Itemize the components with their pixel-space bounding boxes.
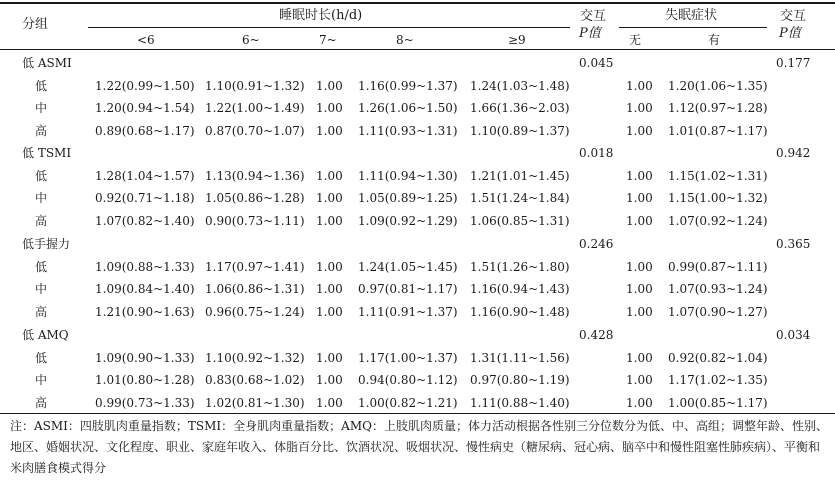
sleep-or-cell: 0.94(0.80~1.12)	[358, 373, 458, 387]
sleep-or-cell: 1.00	[316, 214, 343, 228]
table-note: 注：ASMI：四肢肌肉重量指数；TSMI：全身肌肉重量指数；AMQ：上肢肌肉质量；体力活动根据各性别三分位数分为低、中、高组；调整年龄、性别、地区、婚姻状况、文化程度、职业、家庭年收入、体脂百分比、饮酒状况、吸烟状况、慢性病史（糖尿病、冠心病、脑卒中和慢性阻塞性肺疾病）、平衡和米肉膳食模式得分	[10, 419, 828, 475]
sleep-or-cell: 0.97(0.81~1.17)	[358, 282, 458, 296]
sleep-or-cell: 1.06(0.85~1.31)	[470, 214, 570, 228]
sleep-or-cell: 1.00	[316, 373, 343, 387]
insomnia-or-cell: 1.00	[626, 101, 653, 115]
activity-level-label: 中	[35, 101, 48, 115]
bottom-rule	[0, 413, 835, 414]
insomnia-or-cell: 1.20(1.06~1.35)	[668, 79, 768, 93]
sleep-or-cell: 1.10(0.92~1.32)	[205, 351, 305, 365]
sleep-or-cell: 1.10(0.91~1.32)	[205, 79, 305, 93]
activity-level-label: 低	[35, 351, 48, 365]
interaction-p-insomnia: 0.365	[776, 237, 811, 251]
insomnia-underline	[619, 27, 767, 28]
activity-level-label: 高	[35, 214, 48, 228]
insomnia-or-cell: 1.07(0.93~1.24)	[668, 282, 768, 296]
interaction-p-sleep: 0.428	[579, 328, 614, 342]
header-sleep-col: <6	[137, 33, 155, 47]
insomnia-or-cell: 1.12(0.97~1.28)	[668, 101, 768, 115]
insomnia-or-cell: 1.07(0.90~1.27)	[668, 305, 768, 319]
insomnia-or-cell: 0.99(0.87~1.11)	[668, 260, 768, 274]
group-label: 低 TSMI	[22, 146, 72, 160]
activity-level-label: 高	[35, 396, 48, 410]
sleep-or-cell: 1.00	[316, 191, 343, 205]
sleep-or-cell: 1.00	[316, 396, 343, 410]
activity-level-label: 低	[35, 79, 48, 93]
sleep-or-cell: 1.31(1.11~1.56)	[470, 351, 570, 365]
sleep-or-cell: 1.51(1.26~1.80)	[470, 260, 570, 274]
insomnia-or-cell: 1.17(1.02~1.35)	[668, 373, 768, 387]
activity-level-label: 高	[35, 305, 48, 319]
sleep-or-cell: 1.11(0.88~1.40)	[470, 396, 570, 410]
sleep-or-cell: 1.17(1.00~1.37)	[358, 351, 458, 365]
insomnia-or-cell: 1.00	[626, 169, 653, 183]
activity-level-label: 低	[35, 260, 48, 274]
top-rule	[0, 2, 835, 4]
insomnia-or-cell: 0.92(0.82~1.04)	[668, 351, 768, 365]
insomnia-or-cell: 1.00	[626, 351, 653, 365]
sleep-or-cell: 1.09(0.84~1.40)	[95, 282, 195, 296]
sleep-or-cell: 1.00(0.82~1.21)	[358, 396, 458, 410]
sleep-or-cell: 0.97(0.80~1.19)	[470, 373, 570, 387]
activity-level-label: 中	[35, 191, 48, 205]
sleep-or-cell: 1.13(0.94~1.36)	[205, 169, 305, 183]
insomnia-or-cell: 1.00	[626, 191, 653, 205]
sleep-or-cell: 1.21(0.90~1.63)	[95, 305, 195, 319]
activity-level-label: 高	[35, 124, 48, 138]
interaction-p-sleep: 0.045	[579, 56, 614, 70]
header-rule	[0, 49, 835, 50]
insomnia-or-cell: 1.01(0.87~1.17)	[668, 124, 768, 138]
activity-level-label: 中	[35, 373, 48, 387]
sleep-or-cell: 1.16(0.94~1.43)	[470, 282, 570, 296]
interaction-p-insomnia: 0.034	[776, 328, 811, 342]
sleep-or-cell: 1.09(0.90~1.33)	[95, 351, 195, 365]
header-sleep-col: 6~	[242, 33, 260, 47]
sleep-or-cell: 1.00	[316, 169, 343, 183]
sleep-or-cell: 1.11(0.91~1.37)	[358, 305, 458, 319]
sleep-or-cell: 1.66(1.36~2.03)	[470, 101, 570, 115]
sleep-or-cell: 0.89(0.68~1.17)	[95, 124, 195, 138]
insomnia-or-cell: 1.00	[626, 260, 653, 274]
header-p2: 交互	[780, 9, 807, 24]
sleep-or-cell: 1.21(1.01~1.45)	[470, 169, 570, 183]
activity-level-label: 中	[35, 282, 48, 296]
sleep-or-cell: 1.17(0.97~1.41)	[205, 260, 305, 274]
sleep-or-cell: 1.24(1.05~1.45)	[358, 260, 458, 274]
sleep-or-cell: 0.90(0.73~1.11)	[205, 214, 305, 228]
header-group: 分组	[22, 17, 49, 32]
group-label: 低 AMQ	[22, 328, 69, 342]
sleep-or-cell: 1.16(0.99~1.37)	[358, 79, 458, 93]
sleep-or-cell: 1.00	[316, 101, 343, 115]
insomnia-or-cell: 1.00	[626, 305, 653, 319]
sleep-or-cell: 1.00	[316, 305, 343, 319]
sleep-or-cell: 1.00	[316, 260, 343, 274]
interaction-p-sleep: 0.018	[579, 146, 614, 160]
sleep-or-cell: 1.06(0.86~1.31)	[205, 282, 305, 296]
sleep-or-cell: 1.05(0.89~1.25)	[358, 191, 458, 205]
sleep-or-cell: 1.01(0.80~1.28)	[95, 373, 195, 387]
sleep-or-cell: 1.20(0.94~1.54)	[95, 101, 195, 115]
sleep-or-cell: 0.96(0.75~1.24)	[205, 305, 305, 319]
insomnia-or-cell: 1.00	[626, 79, 653, 93]
insomnia-or-cell: 1.00	[626, 214, 653, 228]
insomnia-or-cell: 1.07(0.92~1.24)	[668, 214, 768, 228]
sleep-or-cell: 1.10(0.89~1.37)	[470, 124, 570, 138]
header-insomnia-col: 有	[708, 33, 721, 47]
insomnia-or-cell: 1.15(1.02~1.31)	[668, 169, 768, 183]
sleep-or-cell: 1.00	[316, 351, 343, 365]
header-sleep-col: ≥9	[508, 33, 526, 47]
sleep-or-cell: 0.83(0.68~1.02)	[205, 373, 305, 387]
header-sleep-col: 8~	[396, 33, 414, 47]
sleep-or-cell: 1.00	[316, 79, 343, 93]
sleep-or-cell: 1.09(0.88~1.33)	[95, 260, 195, 274]
sleep-or-cell: 1.26(1.06~1.50)	[358, 101, 458, 115]
sleep-underline	[88, 27, 570, 28]
sleep-or-cell: 1.05(0.86~1.28)	[205, 191, 305, 205]
insomnia-or-cell: 1.00	[626, 396, 653, 410]
sleep-or-cell: 1.11(0.93~1.31)	[358, 124, 458, 138]
header-p2: P值	[779, 26, 801, 41]
sleep-or-cell: 1.16(0.90~1.48)	[470, 305, 570, 319]
header-p1: P值	[579, 26, 601, 41]
sleep-or-cell: 1.02(0.81~1.30)	[205, 396, 305, 410]
sleep-or-cell: 1.22(0.99~1.50)	[95, 79, 195, 93]
insomnia-or-cell: 1.00	[626, 373, 653, 387]
insomnia-or-cell: 1.00	[626, 124, 653, 138]
insomnia-or-cell: 1.00	[626, 282, 653, 296]
sleep-or-cell: 0.92(0.71~1.18)	[95, 191, 195, 205]
group-label: 低 ASMI	[22, 56, 72, 70]
interaction-p-insomnia: 0.942	[776, 146, 811, 160]
interaction-p-sleep: 0.246	[579, 237, 614, 251]
activity-level-label: 低	[35, 169, 48, 183]
interaction-p-insomnia: 0.177	[776, 56, 811, 70]
sleep-or-cell: 1.28(1.04~1.57)	[95, 169, 195, 183]
header-insomnia: 失眠症状	[665, 8, 718, 23]
header-insomnia-col: 无	[629, 33, 642, 47]
sleep-or-cell: 0.99(0.73~1.33)	[95, 396, 195, 410]
sleep-or-cell: 0.87(0.70~1.07)	[205, 124, 305, 138]
sleep-or-cell: 1.51(1.24~1.84)	[470, 191, 570, 205]
sleep-or-cell: 1.22(1.00~1.49)	[205, 101, 305, 115]
header-sleep-col: 7~	[319, 33, 337, 47]
header-p1: 交互	[580, 9, 607, 24]
sleep-or-cell: 1.09(0.92~1.29)	[358, 214, 458, 228]
group-label: 低手握力	[22, 237, 71, 251]
sleep-or-cell: 1.00	[316, 124, 343, 138]
sleep-or-cell: 1.00	[316, 282, 343, 296]
insomnia-or-cell: 1.00(0.85~1.17)	[668, 396, 768, 410]
header-sleep: 睡眠时长(h/d)	[279, 8, 363, 23]
sleep-or-cell: 1.07(0.82~1.40)	[95, 214, 195, 228]
sleep-or-cell: 1.24(1.03~1.48)	[470, 79, 570, 93]
insomnia-or-cell: 1.15(1.00~1.32)	[668, 191, 768, 205]
sleep-or-cell: 1.11(0.94~1.30)	[358, 169, 458, 183]
